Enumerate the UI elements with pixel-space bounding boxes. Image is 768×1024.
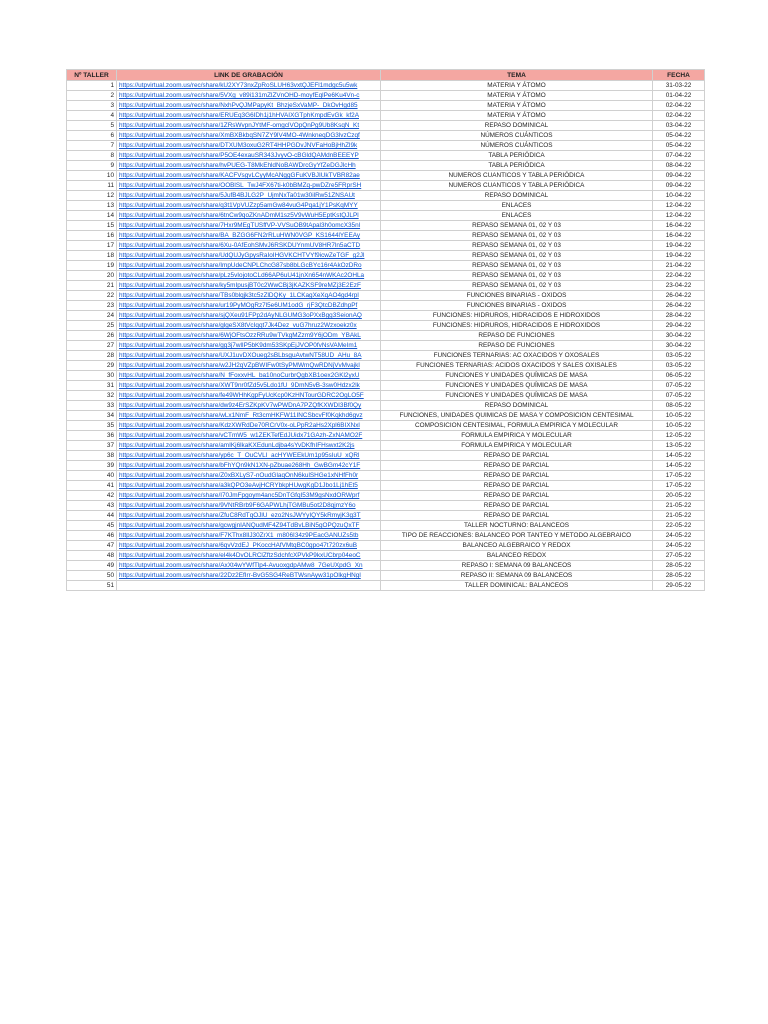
tema-cell: REPASO SEMANA 01, 02 Y 03 [381, 281, 653, 291]
recording-link[interactable]: https://utpvirtual.zoom.us/rec/share/6tnCw9qoZKnADmM1sz5V9vWuH5EptKstQJLPl [117, 211, 381, 221]
taller-number-cell: 37 [67, 441, 117, 451]
fecha-cell: 23-04-22 [653, 281, 705, 291]
recording-link[interactable]: https://utpvirtual.zoom.us/rec/share/9VNtRBrb9F6GAPWLhjTGMBu5ot2D8qjmzY6o [117, 501, 381, 511]
taller-number-cell: 6 [67, 131, 117, 141]
table-row [67, 81, 705, 91]
tema-cell: REPASO DE FUNCIONES [381, 341, 653, 351]
recording-link[interactable]: https://utpvirtual.zoom.us/rec/share/kU2XY73nxZpRoSLUH63vxtQJEFl1mdgc5u5wk [117, 81, 381, 91]
table-row [67, 91, 705, 101]
tema-cell: TABLA PERIÓDICA [381, 161, 653, 171]
recording-link[interactable]: https://utpvirtual.zoom.us/rec/share/AxXt4wYWfTlp4-AvuoxgdpAMw8_7GeUXpdG_Xn [117, 561, 381, 571]
fecha-cell: 10-05-22 [653, 411, 705, 421]
recording-link[interactable]: https://utpvirtual.zoom.us/rec/share/7Hxr9MEgTUSffVP-VVSuOB9tApal3h0omcX35nl [117, 221, 381, 231]
taller-number-cell: 14 [67, 211, 117, 221]
table-row [67, 361, 705, 371]
fecha-cell: 06-05-22 [653, 371, 705, 381]
fecha-cell: 22-05-22 [653, 521, 705, 531]
tema-cell: FUNCIONES Y UNIDADES QUÍMICAS DE MASA [381, 391, 653, 401]
recording-link[interactable]: https://utpvirtual.zoom.us/rec/share/gcwgjnIANQudMF4Z94TdBvLBiN5gOPQzuQxTF [117, 521, 381, 531]
recording-link[interactable]: https://utpvirtual.zoom.us/rec/share/ur19PyMOgRz7l5e6UM1odG_rjF3QtcDBZdhpPf [117, 301, 381, 311]
tema-cell: TALLER DOMINICAL: BALANCEOS [381, 581, 653, 591]
taller-number-cell: 42 [67, 491, 117, 501]
tema-cell: FUNCIONES BINARIAS - OXIDOS [381, 291, 653, 301]
recording-link[interactable]: https://utpvirtual.zoom.us/rec/share/6qvVzdEJ_PKoccHAfVMtqBC0gpo47t720zx6uB [117, 541, 381, 551]
fecha-cell: 28-05-22 [653, 561, 705, 571]
fecha-cell: 19-04-22 [653, 251, 705, 261]
fecha-cell: 07-05-22 [653, 381, 705, 391]
fecha-cell: 03-05-22 [653, 361, 705, 371]
tema-cell: REPASO SEMANA 01, 02 Y 03 [381, 261, 653, 271]
recording-link[interactable]: https://utpvirtual.zoom.us/rec/share/a3kQPO3eAvjHCRYbkpHUwgKgD1Jbo1Lj1hEt5 [117, 481, 381, 491]
table-row [67, 261, 705, 271]
table-row [67, 171, 705, 181]
fecha-cell: 27-05-22 [653, 551, 705, 561]
taller-number-cell: 36 [67, 431, 117, 441]
tema-cell: REPASO SEMANA 01, 02 Y 03 [381, 241, 653, 251]
taller-number-cell: 12 [67, 191, 117, 201]
taller-number-cell: 23 [67, 301, 117, 311]
recording-link[interactable]: https://utpvirtual.zoom.us/rec/share/w2JH2qVZpBWIFw0tSyPMWmQwRDNjVvMvajkl [117, 361, 381, 371]
header-link: LINK DE GRABACIÓN [117, 70, 381, 81]
recording-link[interactable]: https://utpvirtual.zoom.us/rec/share/1ZRsWvpnJYtMF-omgclVOpQnPg9Ub8KsqN_Kt [117, 121, 381, 131]
tema-cell: ENLACES [381, 201, 653, 211]
table-row [67, 401, 705, 411]
fecha-cell: 30-04-22 [653, 331, 705, 341]
taller-number-cell: 34 [67, 411, 117, 421]
tema-cell: FUNCIONES BINARIAS - OXIDOS [381, 301, 653, 311]
table-row [67, 131, 705, 141]
recording-link[interactable]: https://utpvirtual.zoom.us/rec/share/Z0xBXLyS7-nOudGlaqOnN6kulSHGe1xNHfFh0r [117, 471, 381, 481]
taller-number-cell: 50 [67, 571, 117, 581]
tema-cell: NUMEROS CUANTICOS Y TABLA PERIÓDICA [381, 181, 653, 191]
taller-number-cell: 19 [67, 261, 117, 271]
table-row [67, 101, 705, 111]
tema-cell: MATERIA Y ÁTOMO [381, 81, 653, 91]
tema-cell: NUMEROS CUANTICOS Y TABLA PERIÓDICA [381, 171, 653, 181]
tema-cell: MATERIA Y ÁTOMO [381, 91, 653, 101]
fecha-cell: 24-05-22 [653, 531, 705, 541]
fecha-cell: 21-05-22 [653, 501, 705, 511]
fecha-cell: 02-04-22 [653, 111, 705, 121]
recording-link[interactable]: https://utpvirtual.zoom.us/rec/share/yp6c_T_OuCVLI_acHYWEEkUm1p95sIuU_xQRl [117, 451, 381, 461]
recording-link[interactable]: https://utpvirtual.zoom.us/rec/share/UXJ1uvDXOueg2sBLbsguAvtwNT58UD_AHu_8A [117, 351, 381, 361]
fecha-cell: 07-05-22 [653, 391, 705, 401]
recording-link[interactable]: https://utpvirtual.zoom.us/rec/share/vCTmW5_w1ZEKTefEdJUidx71GAzh-ZxNAMO2F [117, 431, 381, 441]
fecha-cell: 03-05-22 [653, 351, 705, 361]
recording-link[interactable]: https://utpvirtual.zoom.us/rec/share/OOBlSL_TwJ4FX67ti-k0bBMZq-pwDZre5FRprSH [117, 181, 381, 191]
recording-link[interactable]: https://utpvirtual.zoom.us/rec/share/bFhYQn9kN1XN-pZbuae268Hh_GwBGm42cY1F [117, 461, 381, 471]
fecha-cell: 22-04-22 [653, 271, 705, 281]
taller-number-cell: 8 [67, 151, 117, 161]
taller-number-cell: 5 [67, 121, 117, 131]
taller-number-cell: 9 [67, 161, 117, 171]
recording-link[interactable]: https://utpvirtual.zoom.us/rec/share/wLx1NmF_Rt3cmHKFW11INCSbcvFf0Kqkhd6gvz [117, 411, 381, 421]
recording-link[interactable]: https://utpvirtual.zoom.us/rec/share/XWT9nr0fZd5v5Ldo1fU_9DmN5vB-3sw0Hdzx2lk [117, 381, 381, 391]
fecha-cell: 19-04-22 [653, 241, 705, 251]
tema-cell: REPASO SEMANA 01, 02 Y 03 [381, 251, 653, 261]
taller-number-cell: 2 [67, 91, 117, 101]
fecha-cell: 30-04-22 [653, 341, 705, 351]
taller-number-cell: 24 [67, 311, 117, 321]
fecha-cell: 09-04-22 [653, 181, 705, 191]
tema-cell: REPASO DE PARCIAL [381, 451, 653, 461]
taller-number-cell: 25 [67, 321, 117, 331]
taller-number-cell: 26 [67, 331, 117, 341]
recording-link[interactable]: https://utpvirtual.zoom.us/rec/share/DTXUM3oxuG2RT4HHPGDvJNVFaHoBjHhZl9k [117, 141, 381, 151]
fecha-cell: 31-03-22 [653, 81, 705, 91]
recording-link[interactable]: https://utpvirtual.zoom.us/rec/share/sjQXeu91FPp2dAyNLGUMG3oPXxBgg3SeionAQ [117, 311, 381, 321]
tema-cell: FUNCIONES Y UNIDADES QUÍMICAS DE MASA [381, 371, 653, 381]
table-row [67, 541, 705, 551]
recording-link[interactable]: https://utpvirtual.zoom.us/rec/share/q3t1VpVUZzp5amGw84vuG4Pqa1jY1PsKqMYY [117, 201, 381, 211]
table-row [67, 291, 705, 301]
table-row [67, 501, 705, 511]
recording-link[interactable]: https://utpvirtual.zoom.us/rec/share/5VXg_v89i131mZlZVnOHD-moyfEqlPe6Ku4Vn-c [117, 91, 381, 101]
fecha-cell: 13-05-22 [653, 441, 705, 451]
fecha-cell: 12-04-22 [653, 201, 705, 211]
taller-number-cell: 18 [67, 251, 117, 261]
taller-number-cell: 28 [67, 351, 117, 361]
taller-number-cell: 30 [67, 371, 117, 381]
fecha-cell: 01-04-22 [653, 91, 705, 101]
fecha-cell: 05-04-22 [653, 131, 705, 141]
tema-cell: TALLER NOCTURNO: BALANCEOS [381, 521, 653, 531]
recordings-table [66, 69, 705, 591]
recording-link[interactable]: https://utpvirtual.zoom.us/rec/share/hvPUEG-T8MkEhldNoBAWDrcGyYfZeDGJlcHh [117, 161, 381, 171]
recording-link[interactable]: https://utpvirtual.zoom.us/rec/share/ImpUdeCNPLChcG87sb8bLGcBYc16r4AkOzDRo [117, 261, 381, 271]
tema-cell: FUNCIONES: HIDRUROS, HIDRACIDOS E HIDROXIDOS [381, 321, 653, 331]
fecha-cell: 21-05-22 [653, 511, 705, 521]
tema-cell: TIPO DE REACCIONES: BALANCEO POR TANTEO Y METODO ALGEBRAICO [381, 531, 653, 541]
tema-cell: REPASO SEMANA 01, 02 Y 03 [381, 231, 653, 241]
fecha-cell: 16-04-22 [653, 231, 705, 241]
table-row [67, 161, 705, 171]
fecha-cell: 26-04-22 [653, 301, 705, 311]
taller-number-cell: 15 [67, 221, 117, 231]
tema-cell: FUNCIONES Y UNIDADES QUÍMICAS DE MASA [381, 381, 653, 391]
recording-link[interactable]: https://utpvirtual.zoom.us/rec/share/N_fFoxxvHL_ba10noCurbrQgbXB1oex2GKl2yxU [117, 371, 381, 381]
table-row [67, 311, 705, 321]
tema-cell: FUNCIONES: HIDRUROS, HIDRACIDOS E HIDROXIDOS [381, 311, 653, 321]
tema-cell: BALANCEO ALGEBRAICO Y REDOX [381, 541, 653, 551]
tema-cell: FUNCIONES TERNARIAS: ACIDOS OXACIDOS Y SALES OXISALES [381, 361, 653, 371]
taller-number-cell: 20 [67, 271, 117, 281]
tema-cell: NÚMEROS CUÁNTICOS [381, 131, 653, 141]
recording-link[interactable]: https://utpvirtual.zoom.us/rec/share/amIKj6lkaKXEdunLdjba4sYvDKfhIFHswxt2K2js [117, 441, 381, 451]
header-row [67, 70, 705, 81]
table-row [67, 391, 705, 401]
table-row [67, 281, 705, 291]
recording-link[interactable]: https://utpvirtual.zoom.us/rec/share/F7KThx8IlJ30ZrX1_m806I34z9PEacGANUZs5tb [117, 531, 381, 541]
taller-number-cell: 41 [67, 481, 117, 491]
recording-link[interactable]: https://utpvirtual.zoom.us/rec/share/5JufB4BJLG2P_UjmNxTa01w30ilRw51ZNSAUt [117, 191, 381, 201]
table-row [67, 181, 705, 191]
table-row [67, 251, 705, 261]
table-row [67, 201, 705, 211]
fecha-cell: 21-04-22 [653, 261, 705, 271]
fecha-cell: 17-05-22 [653, 481, 705, 491]
tema-cell: BALANCEO REDOX [381, 551, 653, 561]
taller-number-cell: 48 [67, 551, 117, 561]
recording-link[interactable]: https://utpvirtual.zoom.us/rec/share/KdzXWRdDe70RCrV0x-oLPpR2aHs2Xpl6BIXNxl [117, 421, 381, 431]
tema-cell: TABLA PERIÓDICA [381, 151, 653, 161]
fecha-cell: 10-05-22 [653, 421, 705, 431]
table-row [67, 191, 705, 201]
table-row [67, 231, 705, 241]
fecha-cell: 08-05-22 [653, 401, 705, 411]
recording-link[interactable]: https://utpvirtual.zoom.us/rec/share/fe49WHhKgpFyUcKcp0KzHNTourGDRC2OgLO5F [117, 391, 381, 401]
recording-link[interactable]: https://utpvirtual.zoom.us/rec/share/TBs0blqjk3tc5zZlDQKy_1LCKagXeXqAO4gd4rpl [117, 291, 381, 301]
tema-cell: FORMULA EMPIRICA Y MOLECULAR [381, 441, 653, 451]
taller-number-cell: 39 [67, 461, 117, 471]
tema-cell: REPASO DE PARCIAL [381, 461, 653, 471]
tema-cell: REPASO DOMINICAL [381, 191, 653, 201]
fecha-cell: 17-05-22 [653, 471, 705, 481]
tema-cell: REPASO DE PARCIAL [381, 501, 653, 511]
fecha-cell: 26-04-22 [653, 291, 705, 301]
taller-number-cell: 47 [67, 541, 117, 551]
tema-cell: COMPOSICION CENTESIMAL, FORMULA EMPIRICA Y MOLECULAR [381, 421, 653, 431]
recording-link[interactable]: https://utpvirtual.zoom.us/rec/share/P5OE4exauSR343JvyvO-cBGldQAMdnBEEEYP [117, 151, 381, 161]
fecha-cell: 05-04-22 [653, 141, 705, 151]
tema-cell: MATERIA Y ÁTOMO [381, 101, 653, 111]
table-row [67, 371, 705, 381]
tema-cell: REPASO DE PARCIAL [381, 511, 653, 521]
fecha-cell: 14-05-22 [653, 461, 705, 471]
tema-cell: REPASO DOMINICAL [381, 121, 653, 131]
table-row [67, 411, 705, 421]
tema-cell: REPASO SEMANA 01, 02 Y 03 [381, 221, 653, 231]
fecha-cell: 16-04-22 [653, 221, 705, 231]
fecha-cell: 24-05-22 [653, 541, 705, 551]
fecha-cell: 03-04-22 [653, 121, 705, 131]
recording-link[interactable]: https://utpvirtual.zoom.us/rec/share/NxhPvQJMPapyKt_BhzjeSxVaMP-_DkOvHgd85 [117, 101, 381, 111]
table-row [67, 551, 705, 561]
taller-number-cell: 1 [67, 81, 117, 91]
table-row [67, 581, 705, 591]
table-row [67, 571, 705, 581]
recording-link [117, 581, 381, 591]
table-row [67, 221, 705, 231]
table-row [67, 321, 705, 331]
tema-cell: FUNCIONES, UNIDADES QUIMICAS DE MASA Y COMPOSICION CENTESIMAL [381, 411, 653, 421]
tema-cell: FUNCIONES TERNARIAS: AC OXACIDOS Y OXOSALES [381, 351, 653, 361]
taller-number-cell: 11 [67, 181, 117, 191]
fecha-cell: 28-04-22 [653, 311, 705, 321]
recording-link[interactable]: https://utpvirtual.zoom.us/rec/share/eI4k4DvOLRClZftzSdchfcXPVkP9kxUCbrp04eoC [117, 551, 381, 561]
recording-link[interactable]: https://utpvirtual.zoom.us/rec/share/BA_BZGG6FN2rRLuHWN0VGP_KS1644lYEEAy [117, 231, 381, 241]
table-row [67, 561, 705, 571]
fecha-cell: 12-05-22 [653, 431, 705, 441]
header-fecha: FECHA [653, 70, 705, 81]
table-row [67, 141, 705, 151]
table-row [67, 531, 705, 541]
taller-number-cell: 13 [67, 201, 117, 211]
fecha-cell: 29-05-22 [653, 581, 705, 591]
fecha-cell: 09-04-22 [653, 171, 705, 181]
tema-cell: REPASO I: SEMANA 09 BALANCEOS [381, 561, 653, 571]
table-row [67, 351, 705, 361]
taller-number-cell: 29 [67, 361, 117, 371]
recording-link[interactable]: https://utpvirtual.zoom.us/rec/share/ZfuC8RdTqOJlU_ezo2NsJWYyIQY5kRmyjK3g3T [117, 511, 381, 521]
recording-link[interactable]: https://utpvirtual.zoom.us/rec/share/ERUEq3G6IDh1j1hHVAIXGTphKmpdEvGk_kf2A [117, 111, 381, 121]
taller-number-cell: 44 [67, 511, 117, 521]
taller-number-cell: 32 [67, 391, 117, 401]
table-row [67, 451, 705, 461]
fecha-cell: 10-04-22 [653, 191, 705, 201]
table-row [67, 241, 705, 251]
table-row [67, 431, 705, 441]
taller-number-cell: 27 [67, 341, 117, 351]
fecha-cell: 28-05-22 [653, 571, 705, 581]
tema-cell: REPASO DOMINICAL [381, 401, 653, 411]
table-row [67, 151, 705, 161]
taller-number-cell: 31 [67, 381, 117, 391]
table-row [67, 471, 705, 481]
table-row [67, 511, 705, 521]
tema-cell: REPASO DE PARCIAL [381, 471, 653, 481]
fecha-cell: 12-04-22 [653, 211, 705, 221]
recording-link[interactable]: https://utpvirtual.zoom.us/rec/share/6WjOFtsOzzRRu9wTVkgMZzm9Y6jODm_YBAkL [117, 331, 381, 341]
table-row [67, 461, 705, 471]
taller-number-cell: 21 [67, 281, 117, 291]
table-row [67, 121, 705, 131]
recording-link[interactable]: https://utpvirtual.zoom.us/rec/share/dw9z4ErSZKpKV7wPWDnA7PZQfKXWDI3Bf0Qy [117, 401, 381, 411]
table-row [67, 491, 705, 501]
taller-number-cell: 16 [67, 231, 117, 241]
table-row [67, 341, 705, 351]
taller-number-cell: 4 [67, 111, 117, 121]
table-row [67, 211, 705, 221]
tema-cell: REPASO II: SEMANA 09 BALANCEOS [381, 571, 653, 581]
taller-number-cell: 10 [67, 171, 117, 181]
taller-number-cell: 45 [67, 521, 117, 531]
fecha-cell: 20-05-22 [653, 491, 705, 501]
fecha-cell: 08-04-22 [653, 161, 705, 171]
taller-number-cell: 35 [67, 421, 117, 431]
recording-link[interactable]: https://utpvirtual.zoom.us/rec/share/I70JmFpgoym4anc5DnTGfqI53M9gsNxdORWprf [117, 491, 381, 501]
table-row [67, 521, 705, 531]
taller-number-cell: 3 [67, 101, 117, 111]
table-row [67, 301, 705, 311]
tema-cell: FORMULA EMPIRICA Y MOLECULAR [381, 431, 653, 441]
recording-link[interactable]: https://utpvirtual.zoom.us/rec/share/KACFVsgvLCyyMcANggGFuKVBJIUkTVBR82ae [117, 171, 381, 181]
tema-cell: REPASO DE FUNCIONES [381, 331, 653, 341]
table-row [67, 481, 705, 491]
table-row [67, 381, 705, 391]
recording-link[interactable]: https://utpvirtual.zoom.us/rec/share/XmBXBkbqSN7ZY9lV4MO-4WnkneqDG3lvzCzqf [117, 131, 381, 141]
fecha-cell: 14-05-22 [653, 451, 705, 461]
taller-number-cell: 22 [67, 291, 117, 301]
fecha-cell: 02-04-22 [653, 101, 705, 111]
recording-link[interactable]: https://utpvirtual.zoom.us/rec/share/UdQUJyGpysRaIoIHGVKCHTVYf9icwZeTGF_g2Jl [117, 251, 381, 261]
recording-link[interactable]: https://utpvirtual.zoom.us/rec/share/ky5mIpusjBT0c2WwCBj3jKAZKSF9reMZj3E2EzF [117, 281, 381, 291]
header-n-taller: Nº TALLER [67, 70, 117, 81]
taller-number-cell: 46 [67, 531, 117, 541]
tema-cell: REPASO SEMANA 01, 02 Y 03 [381, 271, 653, 281]
tema-cell: MATERIA Y ÁTOMO [381, 111, 653, 121]
recording-link[interactable]: https://utpvirtual.zoom.us/rec/share/pLz5vIojotoCLd66AP6uU41jnXn654nWKAc2OHLa [117, 271, 381, 281]
recording-link[interactable]: https://utpvirtual.zoom.us/rec/share/gg3j7wlIP5bK9dm53SKpEjJVOP0fvNsVAMeIm1 [117, 341, 381, 351]
table-row [67, 271, 705, 281]
tema-cell: REPASO DE PARCIAL [381, 491, 653, 501]
tema-cell: NÚMEROS CUÁNTICOS [381, 141, 653, 151]
header-tema: TEMA [381, 70, 653, 81]
taller-number-cell: 51 [67, 581, 117, 591]
taller-number-cell: 49 [67, 561, 117, 571]
table-row [67, 111, 705, 121]
tema-cell: ENLACES [381, 211, 653, 221]
recording-link[interactable]: https://utpvirtual.zoom.us/rec/share/6Xu-0AfEohSMvJ6RSKDUYnmUV8HR7ln5aCTD [117, 241, 381, 251]
recording-link[interactable]: https://utpvirtual.zoom.us/rec/share/glgeSX8tVcIqqt7Jk4Dez_vuG7hruz2Wzxoekz0x [117, 321, 381, 331]
taller-number-cell: 43 [67, 501, 117, 511]
taller-number-cell: 38 [67, 451, 117, 461]
fecha-cell: 07-04-22 [653, 151, 705, 161]
taller-number-cell: 33 [67, 401, 117, 411]
tema-cell: REPASO DE PARCIAL [381, 481, 653, 491]
taller-number-cell: 17 [67, 241, 117, 251]
table-row [67, 441, 705, 451]
table-row [67, 331, 705, 341]
taller-number-cell: 7 [67, 141, 117, 151]
table-row [67, 421, 705, 431]
taller-number-cell: 40 [67, 471, 117, 481]
fecha-cell: 29-04-22 [653, 321, 705, 331]
recording-link[interactable]: https://utpvirtual.zoom.us/rec/share/22Dz2EfIrr-BvG5SG4ReBTWsnAyw31pOlkgHNgl [117, 571, 381, 581]
